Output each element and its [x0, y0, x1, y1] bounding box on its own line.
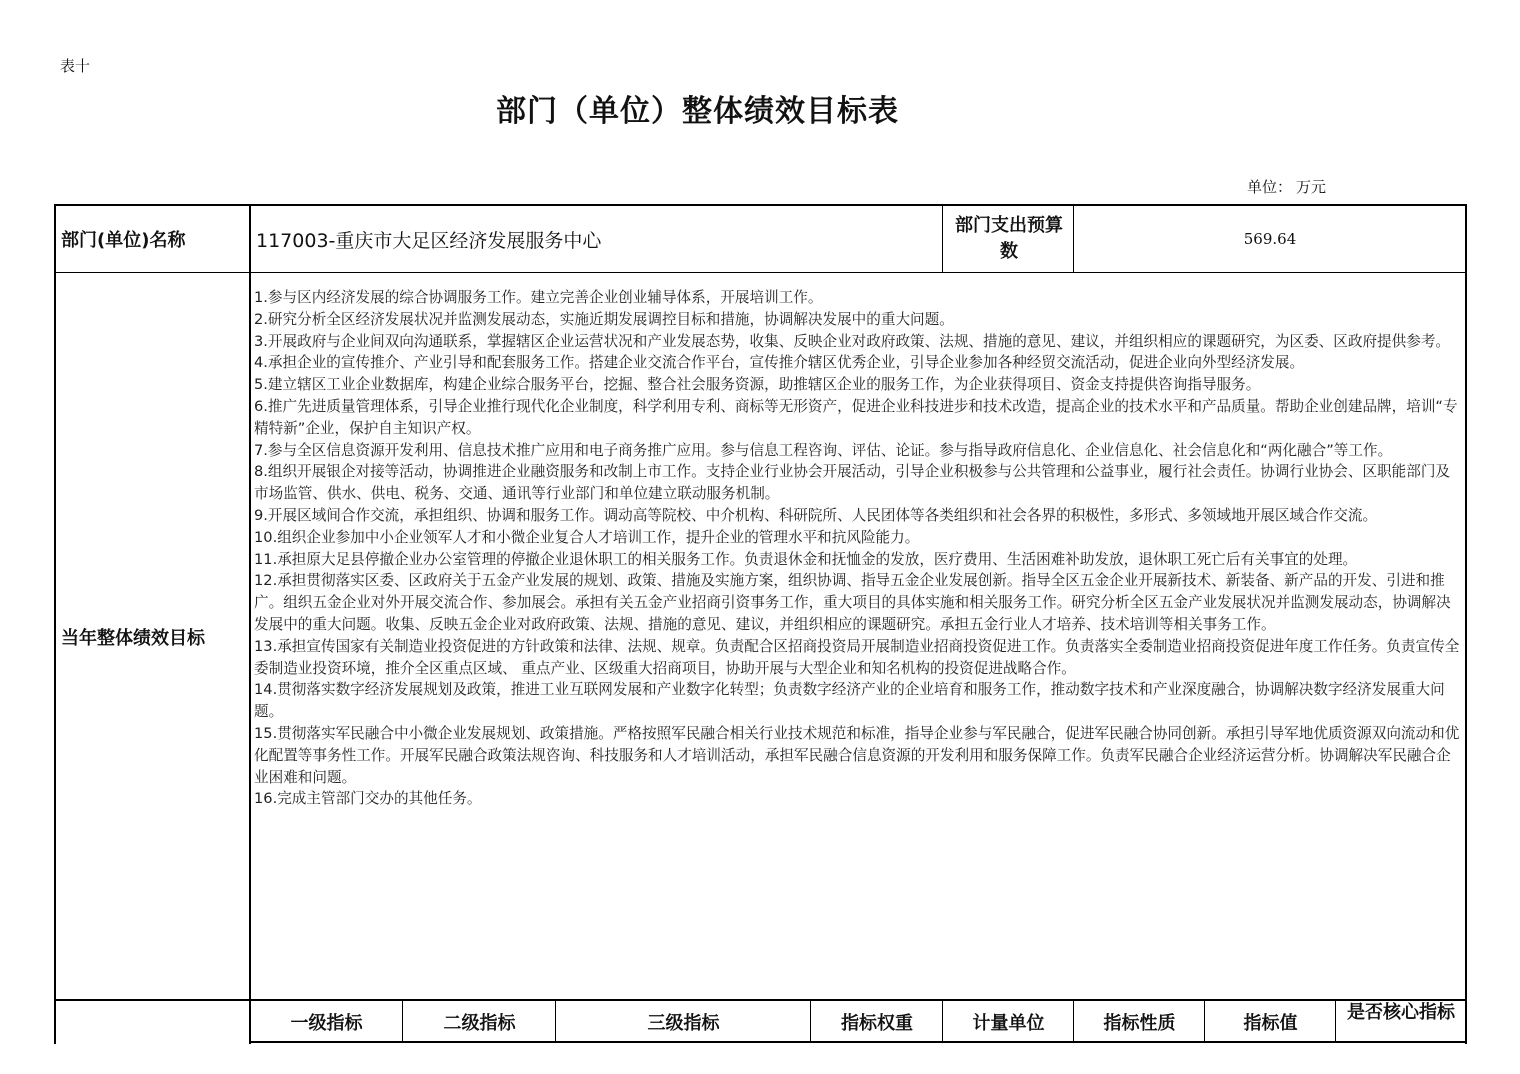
goal-item: 1.参与区内经济发展的综合协调服务工作。建立完善企业创业辅导体系，开展培训工作。	[254, 289, 823, 306]
goal-item: 5.建立辖区工业企业数据库，构建企业综合服务平台，挖掘、整合社会服务资源，助推辖区企业的服务工作，为企业获得项目、资金支持提供咨询指导服务。	[254, 376, 1261, 394]
header-level1: 一级指标	[290, 1013, 363, 1034]
goal-item: 3.开展政府与企业间双向沟通联系，掌握辖区企业运营状况和产业发展态势，收集、反映企业对政府政策、法规、措施的意见、建议，并组织相应的课题研究，为区委、区政府提供参考。	[254, 332, 1451, 350]
goal-item: 9.开展区域间合作交流，承担组织、协调和服务工作。调动高等院校、中介机构、科研院所、人民团体等各类组织和社会各界的积极性，多形式、多领域地开展区域合作交流。	[254, 506, 1378, 524]
goal-item: 13.承担宣传国家有关制造业投资促进的方针政策和法律、法规、规章。负责配合区招商投资局开展制造业招商投资促进工作。负责落实全委制造业招商投资促进年度工作任务。负责宣传全委制造业投资环境，推介全区重点区域、 重点产业、区级重大招商项目，协助开展与大型企业和知名机构的投资促进战略合作。	[254, 637, 1460, 677]
goals-list	[254, 287, 1460, 810]
goal-item: 10.组织企业参加中小企业领军人才和小微企业复合人才培训工作，提升企业的管理水平和抗风险能力。	[254, 528, 920, 546]
goal-item: 12.承担贯彻落实区委、区政府关于五金产业发展的规划、政策、措施及实施方案，组织协调、指导五金企业发展创新。指导全区五金企业开展新技术、新装备、新产品的开发、引进和推广。组织五金企业对外开展交流合作、参加展会。承担有关五金产业招商引资事务工作，重大项目的具体实施和相关服务工作。研究分析全区五金产业发展状况并监测发展动态，协调解决发展中的重大问题。收集、反映五金企业对政府政策、法规、措施的意见、建议，并组织相应的课题研究。承担五金行业人才培养、技术培训等相关事务工作。	[254, 572, 1451, 633]
header-unit: 计量单位	[972, 1013, 1045, 1034]
goal-item: 16.完成主管部门交办的其他任务。	[254, 790, 482, 808]
header-weight: 指标权重	[841, 1013, 913, 1034]
header-level3: 三级指标	[647, 1013, 720, 1034]
goal-item: 8.组织开展银企对接等活动，协调推进企业融资服务和改制上市工作。支持企业行业协会开展活动，引导企业积极参与公共管理和公益事业，履行社会责任。协调行业协会、区职能部门及市场监管、供水、供电、税务、交通、通讯等行业部门和单位建立联动服务机制。	[254, 463, 1451, 503]
unit-note	[1243, 176, 1326, 197]
page-title: 部门（单位）整体绩效目标表	[496, 94, 899, 129]
sheet-label: 表十	[60, 57, 91, 75]
budget-label: 部门支出预算数	[955, 215, 1063, 262]
goal-item: 7.参与全区信息资源开发利用、信息技术推广应用和电子商务推广应用。参与信息工程咨询、评估、论证。参与指导政府信息化、企业信息化、社会信息化和“两化融合”等工作。	[254, 441, 1393, 459]
dept-name-value: 117003-重庆市大足区经济发展服务中心	[256, 229, 602, 252]
goal-item: 6.推广先进质量管理体系，引导企业推行现代化企业制度，科学利用专利、商标等无形资产，促进企业科技进步和技术改造，提高企业的技术水平和产品质量。帮助企业创建品牌，培训“专精特新”企业，保护自主知识产权。	[254, 397, 1458, 437]
header-value: 指标值	[1243, 1013, 1298, 1034]
goal-item: 15.贯彻落实军民融合中小微企业发展规划、政策措施。严格按照军民融合相关行业技术规范和标准，指导企业参与军民融合，促进军民融合协同创新。承担引导军地优质资源双向流动和优化配置等事务性工作。开展军民融合政策法规咨询、科技服务和人才培训活动，承担军民融合信息资源的开发利用和服务保障工作。负责军民融合企业经济运营分析。协调解决军民融合企业困难和问题。	[254, 724, 1460, 786]
header-nature: 指标性质	[1103, 1013, 1176, 1034]
goal-item: 11.承担原大足县停撤企业办公室管理的停撤企业退休职工的相关服务工作。负责退休金和抚恤金的发放，医疗费用、生活困难补助发放，退休职工死亡后有关事宜的处理。	[254, 550, 1358, 568]
goal-item: 2.研究分析全区经济发展状况并监测发展动态，实施近期发展调控目标和措施，协调解决发展中的重大问题。	[254, 310, 954, 328]
unit-value: 万元	[1296, 178, 1327, 196]
dept-name-label: 部门(单位)名称	[61, 230, 186, 251]
header-level2: 二级指标	[443, 1013, 516, 1034]
goal-item: 4.承担企业的宣传推介、产业引导和配套服务工作。搭建企业交流合作平台，宣传推介辖区优秀企业，引导企业参加各种经贸交流活动，促进企业向外型经济发展。	[254, 354, 1305, 372]
header-core: 是否核心指标	[1347, 1002, 1455, 1023]
goals-label: 当年整体绩效目标	[61, 628, 205, 649]
goal-item: 14.贯彻落实数字经济发展规划及政策，推进工业互联网发展和产业数字化转型；负责数字经济产业的企业培育和服务工作，推动数字技术和产业深度融合，协调解决数字经济发展重大问题。	[254, 681, 1445, 721]
unit-label: 单位：	[1247, 178, 1293, 196]
budget-value: 569.64	[1243, 230, 1297, 248]
